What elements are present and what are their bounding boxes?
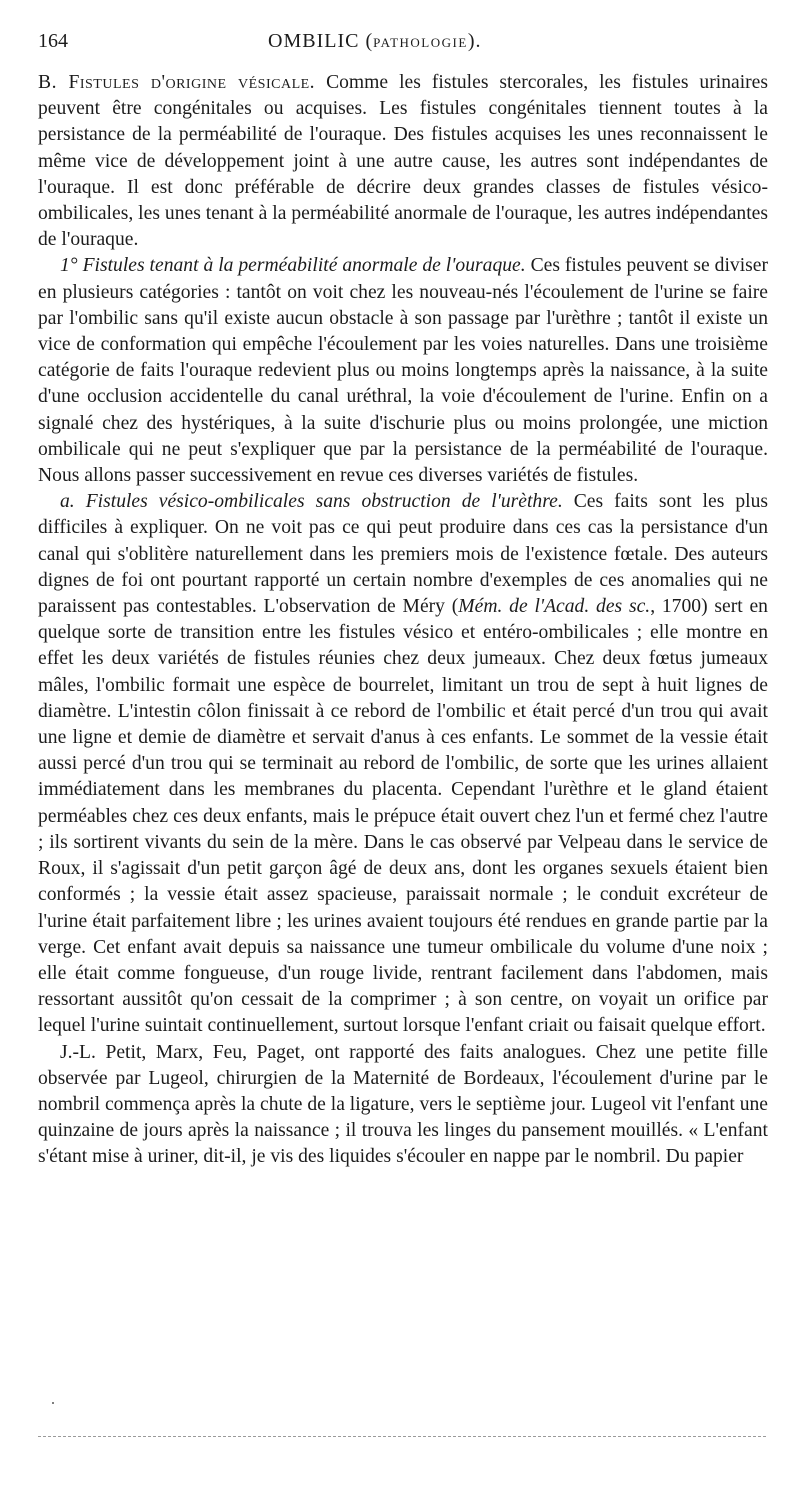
paragraph-no-obstruction [38,489,768,1039]
citation: Mém. de l'Acad. des sc. [458,596,651,618]
running-header [38,30,768,64]
paragraph-text: , 1700) sert en quelque sorte de transition entre les fistules vésico et entéro-ombilicales ; elle montre en effet les deux variétés de fistules réunies chez deux jumeaux. Chez deux fœtus jumeaux mâles, l'ombilic formait une espèce de bourrelet, limitant un trou de sept à huit lignes de diamètre. L'intestin côlon finissait à ce rebord de l'ombilic et était percé d'un trou qui avait une ligne et demie de diamètre et servait d'anus à ces enfants. Le sommet de la vessie était aussi percé d'un trou qui se terminait au rebord de l'ombilic, de sorte que les urines allaient immédiatement dans les membranes du placenta. Cependant l'urèthre et le gland étaient perméables chez ces deux enfants, mais le prépuce était ouvert chez l'un et fermé chez l'autre ; ils sortirent vivants du sein de la mère. Dans le cas observé par Velpeau dans le service de Roux, il s'agissait d'un petit garçon âgé de deux ans, dont les organes sexuels étaient bien conformés ; la vessie était assez spacieuse, paraissait normale ; le conduit excréteur de l'urine était parfaitement libre ; les urines avaient toujours été rendues en grande partie par la verge. Cet enfant avait depuis sa naissance une tumeur ombilicale du volume d'une noix ; elle était comme fongueuse, d'un rouge livide, rentrant facilement dans l'abdomen, mais ressortant aussitôt qu'on cessait de la comprimer ; à son centre, on voyait un orifice par lequel l'urine suintait continuellement, surtout lorsque l'enfant criait ou faisait quelque effort. [38,596,768,1037]
title-subtitle: PATHOLOGIE [373,35,468,50]
section-heading-a: a. Fistules vésico-ombilicales sans obstruction de l'urèthre. [60,491,563,513]
stray-mark [52,1402,54,1404]
paragraph-text: J.-L. Petit, Marx, Feu, Paget, ont rapporté des faits analogues. Chez une petite fille observée par Lugeol, chirurgien de la Maternité de Bordeaux, l'écoulement d'urine par le nombril commença après la chute de la ligature, vers le septième jour. Lugeol vit l'enfant une quinzaine de jours après la naissance ; il trouva les linges du pansement mouillés. « L'enfant s'étant mise à uriner, dit-il, je vis des liquides s'écouler en nappe par le nombril. Du papier [38,1041,768,1168]
body-text [38,70,768,1171]
footer-rule [38,1436,766,1438]
section-heading-b: B. Fistules d'origine vésicale. [38,72,316,93]
title-main: OMBILIC ( [268,30,374,52]
paragraph-text: Ces fistules peuvent se diviser en plusieurs catégories : tantôt on voit chez les nouveau-nés l'écoulement de l'urine se faire par l'ombilic sans qu'il existe aucun obstacle à son passage par l'urèthre ; tantôt il existe un vice de conformation qui empêche l'écoulement par les voies naturelles. Dans une troisième catégorie de faits l'ouraque redevient plus ou moins longtemps après la naissance, à la suite d'une occlusion accidentelle du canal uréthral, la voie d'écoulement de l'urine. Enfin on a signalé chez des hystériques, à la suite d'ischurie plus ou moins prolongée, une miction ombilicale qui ne peut s'expliquer que par la persistance de la perméabilité de l'ouraque. Nous allons passer successivement en revue ces diverses variétés de fistules. [38,255,768,487]
title-close: ). [467,30,482,52]
paragraph-urachus-fistulas [38,253,768,489]
paragraph-text: Ces faits sont les plus difficiles à expliquer. On ne voit pas ce qui peut produire dans ces cas la persistance d'un canal qui s'oblitère naturellement dans les premiers mois de l'existence fœtale. Des auteurs dignes de foi ont pourtant rapporté un certain nombre d'exemples de ces anomalies qui ne paraissent pas contestables. L'observation de Méry ( [38,491,768,618]
paragraph-text: Comme les fistules stercorales, les fistules urinaires peuvent être congénitales ou acquises. Les fistules congénitales tiennent toutes à la persistance de la perméabilité de l'ouraque. Des fistules acquises les unes reconnaissent le même vice de développement joint à une autre cause, les autres sont indépendantes de l'ouraque. Il est donc préférable de décrire deux grandes classes de fistules vésico-ombilicales, les unes tenant à la perméabilité anormale de l'ouraque, les autres indépendantes de l'ouraque. [38,72,768,251]
paragraph-vesical-fistulas [38,70,768,253]
page-number: 164 [38,30,68,52]
paragraph-analogous-cases [38,1040,768,1171]
page-title [268,30,481,53]
section-heading-1: 1° Fistules tenant à la perméabilité anormale de l'ouraque. [60,255,526,277]
